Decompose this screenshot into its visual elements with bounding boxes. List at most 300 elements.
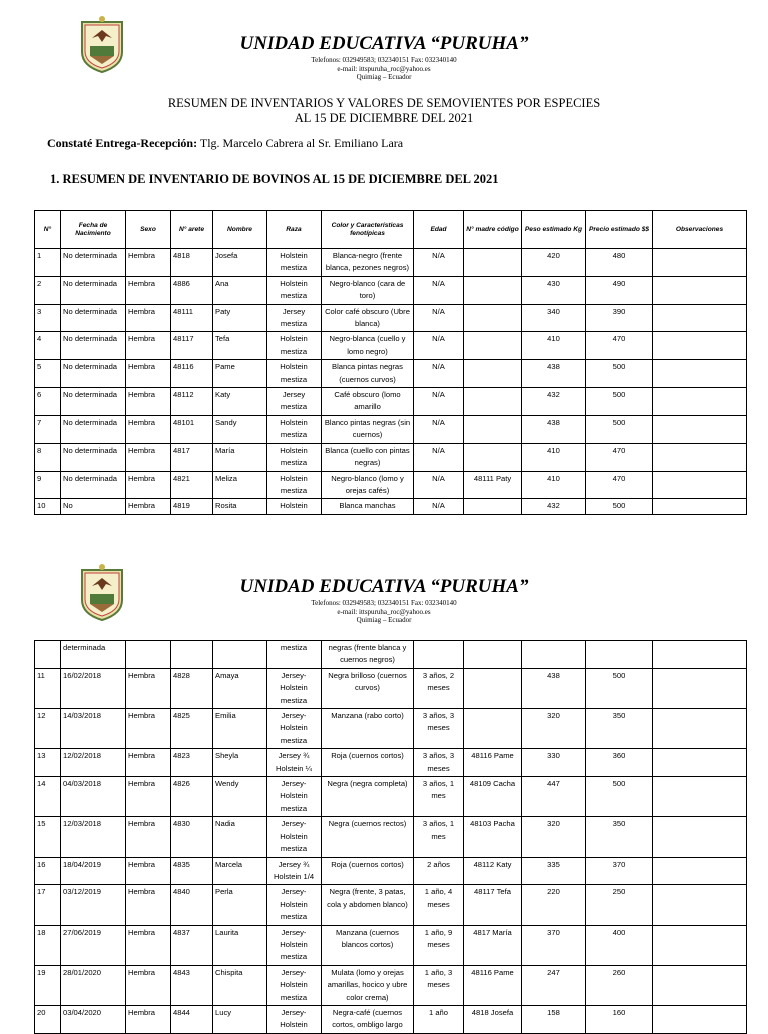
column-header: Nombre [213, 211, 267, 249]
table-cell: Meliza [213, 471, 267, 499]
handover-text: Tlg. Marcelo Cabrera al Sr. Emiliano Lara [197, 136, 404, 150]
table-cell [653, 965, 747, 1005]
table-row [35, 1005, 747, 1033]
table-row [35, 641, 747, 669]
column-header: N° [35, 211, 61, 249]
table-cell: Hembra [126, 415, 171, 443]
table-cell: Blanca (cuello con pintas negras) [322, 443, 414, 471]
table-cell: Roja (cuernos cortos) [322, 749, 414, 777]
table-cell [126, 641, 171, 669]
table-cell: 48116 Pame [464, 749, 522, 777]
table-cell: Jersey mestiza [267, 388, 322, 416]
table-cell: 3 años, 1 mes [414, 777, 464, 817]
table-cell: 4821 [171, 471, 213, 499]
table-row [35, 857, 747, 885]
table-cell: 3 años, 3 meses [414, 709, 464, 749]
table-cell: Manzana (cuernos blancos cortos) [322, 925, 414, 965]
table-cell: 250 [586, 885, 653, 925]
table-cell [464, 304, 522, 332]
table-cell: N/A [414, 332, 464, 360]
table-cell: Ana [213, 276, 267, 304]
table-cell: 5 [35, 360, 61, 388]
table-cell: N/A [414, 388, 464, 416]
table-cell: 370 [586, 857, 653, 885]
table-cell: No determinada [61, 415, 126, 443]
table-cell: 2 [35, 276, 61, 304]
table-cell [653, 388, 747, 416]
table-cell: 4823 [171, 749, 213, 777]
table-row [35, 360, 747, 388]
table-cell: 247 [522, 965, 586, 1005]
table-cell: N/A [414, 249, 464, 277]
table-cell: 4818 [171, 249, 213, 277]
table-cell: 4828 [171, 668, 213, 708]
table-cell: Mulata (lomo y orejas amarillas, hocico y ubre color crema) [322, 965, 414, 1005]
table-cell: Manzana (rabo corto) [322, 709, 414, 749]
table-cell: Hembra [126, 709, 171, 749]
column-header: Fecha de Nacimiento [61, 211, 126, 249]
table-cell [464, 388, 522, 416]
table-cell: Tefa [213, 332, 267, 360]
table-cell [653, 857, 747, 885]
table-row [35, 925, 747, 965]
table-cell [653, 1005, 747, 1033]
table-cell: Hembra [126, 471, 171, 499]
table-cell: No determinada [61, 360, 126, 388]
table-cell: N/A [414, 276, 464, 304]
table-cell: negras (frente blanca y cuernos negros) [322, 641, 414, 669]
table-cell [653, 709, 747, 749]
table-cell: 4818 Josefa [464, 1005, 522, 1033]
table-cell [653, 668, 747, 708]
table-cell: Wendy [213, 777, 267, 817]
table-cell: Rosita [213, 499, 267, 514]
table-cell: Hembra [126, 857, 171, 885]
section-title: 1. RESUMEN DE INVENTARIO DE BOVINOS AL 15 DE DICIEMBRE DEL 2021 [50, 172, 499, 186]
table-row [35, 777, 747, 817]
column-header: N° arete [171, 211, 213, 249]
column-header: Raza [267, 211, 322, 249]
table-cell [653, 332, 747, 360]
table-cell: Holstein mestiza [267, 415, 322, 443]
table-cell [586, 641, 653, 669]
table-cell: 48101 [171, 415, 213, 443]
table-cell: Hembra [126, 249, 171, 277]
table-cell: 27/06/2019 [61, 925, 126, 965]
city: Quimiag – Ecuador [356, 616, 412, 624]
table-cell: 500 [586, 388, 653, 416]
table-row [35, 668, 747, 708]
table-row [35, 885, 747, 925]
table-cell: Jersey-Holstein [267, 1005, 322, 1033]
table-cell: No determinada [61, 332, 126, 360]
table-cell: 410 [522, 443, 586, 471]
table-cell: 12 [35, 709, 61, 749]
column-header: Color y Características fenotípicas [322, 211, 414, 249]
table-cell: 20 [35, 1005, 61, 1033]
table-cell: N/A [414, 415, 464, 443]
table-cell: Hembra [126, 777, 171, 817]
table-cell: 04/03/2018 [61, 777, 126, 817]
document-title [0, 96, 768, 126]
table-cell: 8 [35, 443, 61, 471]
table-cell: Café obscuro (lomo amarillo [322, 388, 414, 416]
table-cell: 19 [35, 965, 61, 1005]
table-cell: Holstein mestiza [267, 249, 322, 277]
table-cell: 320 [522, 709, 586, 749]
table-cell: N/A [414, 443, 464, 471]
table-cell [464, 415, 522, 443]
table-cell: Hembra [126, 332, 171, 360]
table-cell: 500 [586, 668, 653, 708]
table-cell: 1 año, 3 meses [414, 965, 464, 1005]
table-cell: Holstein mestiza [267, 332, 322, 360]
table-cell: 9 [35, 471, 61, 499]
table-cell: 470 [586, 443, 653, 471]
table-cell [653, 499, 747, 514]
table-row [35, 709, 747, 749]
table-cell: 15 [35, 817, 61, 857]
table-cell: 16/02/2018 [61, 668, 126, 708]
table-cell: Holstein [267, 499, 322, 514]
handover-label: Constaté Entrega-Recepción: [47, 136, 198, 150]
table-cell: Negra (cuernos rectos) [322, 817, 414, 857]
table-cell: 4835 [171, 857, 213, 885]
table-cell: Hembra [126, 1005, 171, 1033]
document-title-line-2: AL 15 DE DICIEMBRE DEL 2021 [294, 111, 474, 125]
table-cell: 500 [586, 360, 653, 388]
table-cell: Emilia [213, 709, 267, 749]
table-cell [653, 885, 747, 925]
table-cell: 350 [586, 817, 653, 857]
table-cell: 432 [522, 388, 586, 416]
table-cell: Paty [213, 304, 267, 332]
table-cell: Nadia [213, 817, 267, 857]
table-row [35, 388, 747, 416]
table-cell: 17 [35, 885, 61, 925]
table-cell: 4826 [171, 777, 213, 817]
table-cell: 3 años, 1 mes [414, 817, 464, 857]
column-header: Precio estimado $$ [586, 211, 653, 249]
table-cell: 420 [522, 249, 586, 277]
table-cell: 470 [586, 471, 653, 499]
table-cell: 48112 Katy [464, 857, 522, 885]
table-cell: Hembra [126, 668, 171, 708]
table-cell: 48109 Cacha [464, 777, 522, 817]
table-cell: Hembra [126, 965, 171, 1005]
table-cell: Holstein mestiza [267, 360, 322, 388]
handover-statement [47, 136, 403, 151]
table-cell: Hembra [126, 443, 171, 471]
table-cell [653, 777, 747, 817]
table-cell: 1 año, 9 meses [414, 925, 464, 965]
table-cell: 16 [35, 857, 61, 885]
table-cell [464, 276, 522, 304]
table-cell: 48111 Paty [464, 471, 522, 499]
table-row [35, 749, 747, 777]
table-cell: 03/04/2020 [61, 1005, 126, 1033]
table-cell: 400 [586, 925, 653, 965]
table-cell [653, 249, 747, 277]
table-cell: Jersey mestiza [267, 304, 322, 332]
table-cell: 220 [522, 885, 586, 925]
column-header: N° madre código [464, 211, 522, 249]
table-cell: 4837 [171, 925, 213, 965]
column-header: Sexo [126, 211, 171, 249]
table-cell: 3 años, 3 meses [414, 749, 464, 777]
table-cell [653, 471, 747, 499]
table-cell: Hembra [126, 817, 171, 857]
table-cell [414, 641, 464, 669]
table-cell: 438 [522, 415, 586, 443]
table-cell: Laurita [213, 925, 267, 965]
table-cell: 4830 [171, 817, 213, 857]
table-cell [653, 443, 747, 471]
table-cell: 340 [522, 304, 586, 332]
table-cell: 320 [522, 817, 586, 857]
table-cell: Hembra [126, 360, 171, 388]
table-row [35, 499, 747, 514]
table-cell [464, 641, 522, 669]
table-cell: 410 [522, 332, 586, 360]
table-cell: 158 [522, 1005, 586, 1033]
table-cell: 500 [586, 777, 653, 817]
table-cell: 03/12/2019 [61, 885, 126, 925]
table-cell: 10 [35, 499, 61, 514]
table-cell: Holstein mestiza [267, 443, 322, 471]
table-cell: 48111 [171, 304, 213, 332]
table-cell: 360 [586, 749, 653, 777]
table-cell: Holstein mestiza [267, 471, 322, 499]
table-cell: No [61, 499, 126, 514]
city: Quimiag – Ecuador [356, 73, 412, 81]
table-cell: 432 [522, 499, 586, 514]
table-cell: 4840 [171, 885, 213, 925]
email: e-mail: ittspuruha_roc@yahoo.es [337, 64, 431, 73]
table-cell: Holstein mestiza [267, 276, 322, 304]
table-cell: 470 [586, 332, 653, 360]
email: e-mail: ittspuruha_roc@yahoo.es [337, 607, 431, 616]
table-cell: Blanco pintas negras (sin cuernos) [322, 415, 414, 443]
table-cell: Hembra [126, 388, 171, 416]
table-cell: 330 [522, 749, 586, 777]
table-cell: Amaya [213, 668, 267, 708]
table-cell: 13 [35, 749, 61, 777]
table-cell: Hembra [126, 885, 171, 925]
table-cell: Jersey-Holstein mestiza [267, 885, 322, 925]
table-cell: 350 [586, 709, 653, 749]
table-cell: Sandy [213, 415, 267, 443]
table-cell: Hembra [126, 749, 171, 777]
table-cell: 390 [586, 304, 653, 332]
table-cell: Color café obscuro (Ubre blanca) [322, 304, 414, 332]
table-cell: 260 [586, 965, 653, 1005]
document-title-line-1: RESUMEN DE INVENTARIOS Y VALORES DE SEMOVIENTES POR ESPECIES [167, 96, 601, 110]
table-cell [464, 332, 522, 360]
table-cell: 48117 [171, 332, 213, 360]
table-cell: 447 [522, 777, 586, 817]
table-cell: Hembra [126, 276, 171, 304]
school-contact [0, 56, 768, 82]
table-cell: Negro-blanca (cuello y lomo negro) [322, 332, 414, 360]
table-cell: 18 [35, 925, 61, 965]
column-header: Peso estimado Kg [522, 211, 586, 249]
table-cell: No determinada [61, 388, 126, 416]
table-cell: 480 [586, 249, 653, 277]
table-row [35, 249, 747, 277]
table-header-row [35, 211, 747, 249]
table-cell: 1 año, 4 meses [414, 885, 464, 925]
table-cell: Jersey-Holstein mestiza [267, 965, 322, 1005]
table-cell: 4 [35, 332, 61, 360]
table-cell: Jersey-Holstein mestiza [267, 925, 322, 965]
table-cell: 3 años, 2 meses [414, 668, 464, 708]
table-cell: N/A [414, 471, 464, 499]
table-cell: 48117 Tefa [464, 885, 522, 925]
table-cell: 430 [522, 276, 586, 304]
table-cell [653, 817, 747, 857]
table-cell: 4886 [171, 276, 213, 304]
table-cell: Jersey-Holstein mestiza [267, 668, 322, 708]
table-cell: Josefa [213, 249, 267, 277]
table-cell: Blanca-negro (frente blanca, pezones negros) [322, 249, 414, 277]
table-cell: 6 [35, 388, 61, 416]
table-cell: mestiza [267, 641, 322, 669]
table-cell: Negro-blanco (lomo y orejas cafés) [322, 471, 414, 499]
table-cell: Katy [213, 388, 267, 416]
table-cell [522, 641, 586, 669]
table-cell: 28/01/2020 [61, 965, 126, 1005]
column-header: Observaciones [653, 211, 747, 249]
table-cell: N/A [414, 304, 464, 332]
table-cell: determinada [61, 641, 126, 669]
table-cell: 1 año [414, 1005, 464, 1033]
table-cell: Hembra [126, 925, 171, 965]
phones: Telefonos: 032949583; 032340151 Fax: 032340140 [311, 599, 457, 607]
table-cell: 370 [522, 925, 586, 965]
table-cell: 410 [522, 471, 586, 499]
table-cell: 48103 Pacha [464, 817, 522, 857]
table-cell: 4843 [171, 965, 213, 1005]
table-cell: 3 [35, 304, 61, 332]
table-row [35, 415, 747, 443]
table-cell: Negra-café (cuernos cortos, ombligo largo [322, 1005, 414, 1033]
table-cell: No determinada [61, 471, 126, 499]
table-cell: 4844 [171, 1005, 213, 1033]
table-cell: Negro-blanco (cara de toro) [322, 276, 414, 304]
table-cell [464, 360, 522, 388]
table-cell: 4825 [171, 709, 213, 749]
table-cell: Jersey-Holstein mestiza [267, 817, 322, 857]
table-cell: 4817 María [464, 925, 522, 965]
table-cell: 48112 [171, 388, 213, 416]
table-row [35, 443, 747, 471]
inventory-table-page-1 [34, 210, 747, 515]
table-cell [464, 709, 522, 749]
table-row [35, 332, 747, 360]
table-cell: 14 [35, 777, 61, 817]
table-cell [653, 304, 747, 332]
column-header: Edad [414, 211, 464, 249]
table-cell: Negra (negra completa) [322, 777, 414, 817]
table-cell [653, 641, 747, 669]
school-contact [0, 599, 768, 625]
table-cell: Jersey ¾ Holstein 1/4 [267, 857, 322, 885]
table-row [35, 276, 747, 304]
table-cell: 18/04/2019 [61, 857, 126, 885]
table-row [35, 965, 747, 1005]
table-cell: Sheyla [213, 749, 267, 777]
table-cell: 4819 [171, 499, 213, 514]
table-cell [464, 668, 522, 708]
table-cell: 48116 Pame [464, 965, 522, 1005]
table-cell: Negra brilloso (cuernos curvos) [322, 668, 414, 708]
table-cell: 438 [522, 360, 586, 388]
table-cell: 500 [586, 499, 653, 514]
table-cell: 490 [586, 276, 653, 304]
table-cell: 1 [35, 249, 61, 277]
school-title: UNIDAD EDUCATIVA “PURUHA” [239, 576, 529, 597]
table-cell: 500 [586, 415, 653, 443]
table-cell: Marcela [213, 857, 267, 885]
table-cell: 2 años [414, 857, 464, 885]
table-cell [171, 641, 213, 669]
table-cell: Hembra [126, 304, 171, 332]
table-cell: No determinada [61, 443, 126, 471]
table-cell: Blanca pintas negras (cuernos curvos) [322, 360, 414, 388]
table-cell: 7 [35, 415, 61, 443]
table-cell: 11 [35, 668, 61, 708]
table-cell: No determinada [61, 304, 126, 332]
school-title: UNIDAD EDUCATIVA “PURUHA” [239, 33, 529, 54]
table-row [35, 471, 747, 499]
table-cell: Roja (cuernos cortos) [322, 857, 414, 885]
table-cell: Jersey ¾ Holstein ¼ [267, 749, 322, 777]
phones: Telefonos: 032949583; 032340151 Fax: 032340140 [311, 56, 457, 64]
inventory-table-page-2 [34, 640, 747, 1034]
table-cell: Jersey-Holstein mestiza [267, 709, 322, 749]
table-cell: 4817 [171, 443, 213, 471]
table-cell [653, 749, 747, 777]
table-cell: N/A [414, 360, 464, 388]
table-cell: Jersey-Holstein mestiza [267, 777, 322, 817]
table-cell [213, 641, 267, 669]
table-cell: 160 [586, 1005, 653, 1033]
table-cell: Hembra [126, 499, 171, 514]
table-row [35, 817, 747, 857]
table-cell: 12/02/2018 [61, 749, 126, 777]
table-cell [653, 276, 747, 304]
table-cell [464, 443, 522, 471]
table-cell: 335 [522, 857, 586, 885]
table-row [35, 304, 747, 332]
table-cell: No determinada [61, 276, 126, 304]
table-cell [653, 925, 747, 965]
table-cell [35, 641, 61, 669]
table-cell: Perla [213, 885, 267, 925]
page-2 [0, 548, 768, 1030]
table-cell: No determinada [61, 249, 126, 277]
table-cell [653, 360, 747, 388]
table-cell: 438 [522, 668, 586, 708]
table-cell [464, 499, 522, 514]
table-cell: María [213, 443, 267, 471]
table-cell: Blanca manchas [322, 499, 414, 514]
table-cell: 48116 [171, 360, 213, 388]
table-cell: Lucy [213, 1005, 267, 1033]
table-cell [464, 249, 522, 277]
table-cell: N/A [414, 499, 464, 514]
